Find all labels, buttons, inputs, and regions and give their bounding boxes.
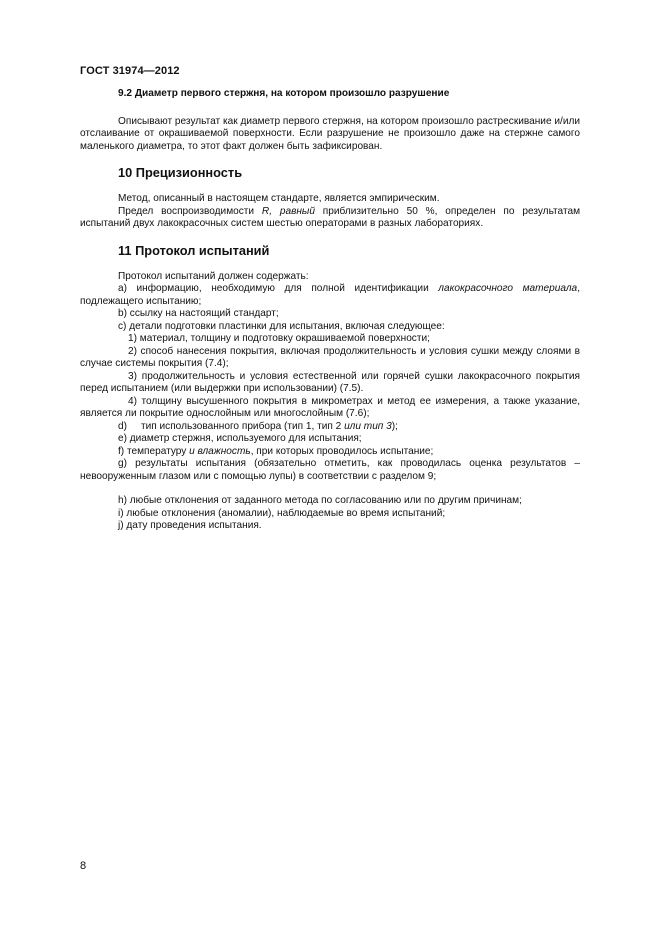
section-9-2-paragraph: Описывают результат как диаметр первого стержня, на котором произошло растрескивание и/или отслаивание от окрашиваемой поверхности. Если разрушение не произошло даже на стержне самого маленького диаметра, то этот факт должен быть зафиксирован. [80, 115, 580, 152]
list-item-f [80, 446, 580, 459]
list-item-b: b) ссылку на настоящий стандарт; [118, 308, 279, 319]
item-a-italic: лакокрасочного материала [438, 283, 578, 294]
section-10-p2-text-end: приблизительно 50 %, определен по результатам испытаний двух лакокрасочных систем шестью операторами в разных лабораториях. [80, 205, 581, 229]
list-item-a [80, 283, 580, 308]
list-item-c3: 3) продолжительность и условия естественной или горячей сушки лакокрасочного покрытия перед испытанием (или выдержки при использовании) (7.5). [80, 370, 580, 394]
page-number: 8 [80, 860, 87, 872]
section-11-intro: Протокол испытаний должен содержать: [118, 270, 309, 282]
section-10-p2-text: Предел воспроизводимости [118, 205, 262, 217]
list-item-c4: 4) толщину высушенного покрытия в микрометрах и метод ее измерения, а также указание, является ли покрытие однослойным или многослойным (7.6); [80, 395, 580, 419]
item-f-italic: и влажность [189, 445, 251, 457]
list-item-i: i) любые отклонения (аномалии), наблюдаемые во время испытаний; [118, 507, 446, 519]
item-d-text: d) тип использованного прибора (тип 1, тип 2 [118, 420, 345, 432]
item-a-text-end: , подлежащего испытанию; [80, 283, 580, 307]
document-body [80, 88, 580, 533]
standard-id: ГОСТ 31974—2012 [80, 65, 180, 77]
list-item-c: c) детали подготовки пластинки для испытания, включая следующее: [118, 320, 445, 332]
list-item-h: h) любые отклонения от заданного метода по согласованию или по другим причинам; [118, 495, 522, 506]
list-item-c2: 2) способ нанесения покрытия, включая продолжительность и условия сушки между слоями в случае системы покрытия (7.4); [80, 345, 580, 369]
item-f-text: f) температуру [118, 445, 190, 457]
item-d-italic: или тип 3 [344, 420, 392, 432]
section-10-paragraph-2 [80, 206, 580, 231]
list-item-c1: 1) материал, толщину и подготовку окрашиваемой поверхности; [128, 333, 430, 344]
section-10-paragraph-1: Метод, описанный в настоящем стандарте, является эмпирическим. [118, 193, 440, 204]
spacer [80, 483, 580, 495]
item-f-text-end: , при которых проводилось испытание; [250, 445, 434, 457]
item-d-text-end: ); [391, 420, 398, 432]
section-11-heading: 11 Протокол испытаний [118, 242, 270, 258]
section-10-heading: 10 Прецизионность [118, 165, 243, 180]
section-9-2-heading: 9.2 Диаметр первого стержня, на котором произошло разрушение [118, 88, 450, 99]
list-item-d [80, 421, 580, 434]
section-10-p2-italic: R, равный [261, 205, 315, 217]
list-item-e: e) диаметр стержня, используемого для испытания; [118, 433, 362, 444]
list-item-g: g) результаты испытания (обязательно отметить, как проводилась оценка результатов – невооруженным глазом или с помощью лупы) в соответствии с разделом 9; [80, 458, 580, 482]
item-a-text: a) информацию, необходимую для полной идентификации [118, 283, 439, 294]
list-item-j: j) дату проведения испытания. [118, 520, 262, 531]
